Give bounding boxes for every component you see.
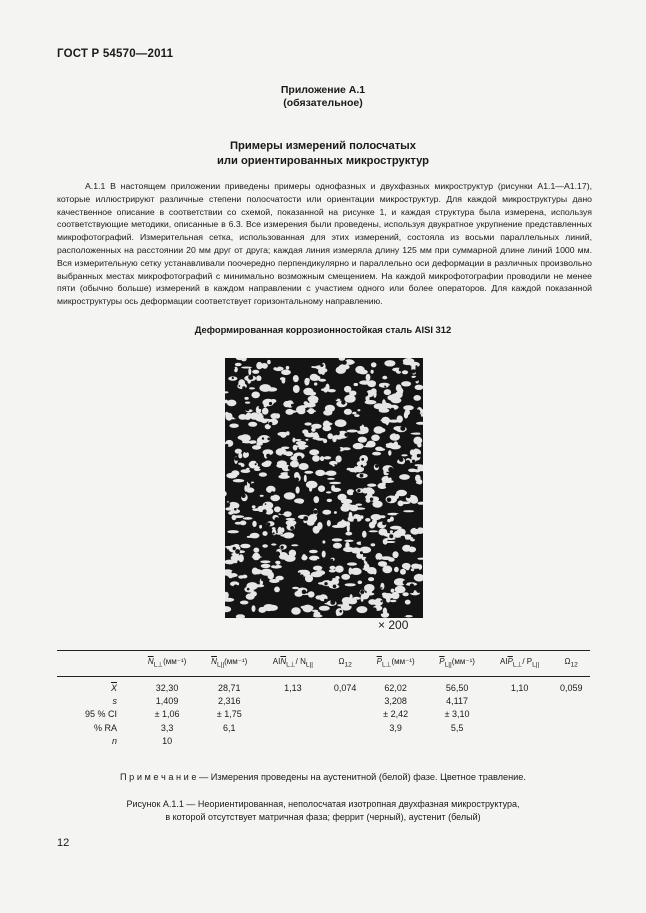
body-paragraph: А.1.1 В настоящем приложении приведены примеры однофазных и двухфазных микроструктур (рисунки А1.1—А1.17), которые иллюстрируют различные степени полосчатости или ориентации микроструктур. Для каждой микроструктуры дано качественное описание в соответствии со схемой, показанной на рисунке 1, и каждая структура была измерена, используя соответствующие методики, описанные в 6.3. Все измерения были проведены, используя двукратное укрупнение представленных микрофотографий. Измерительная сетка, использованная для этих измерений, состояла из восьми параллельных линий, расположенных на расстоянии 20 мм друг от друга; каждая линия измеряла длину 125 мм при суммарной длине линий 1000 мм. Вся измерительную сетку устанавливали поочередно перпендикулярно и параллельно оси деформации в различных произвольно выбранных местах микрофотографий с минимально возможным смещением. На каждой микрофотографии проводили не менее пяти (обычно больше) измерений в каждом направлении с участием одного или более операторов. Для каждой показанной микроструктуры ось деформации соответствует горизонтальному направлению. xyxy=(57,181,592,307)
header-part: L⊥ xyxy=(512,661,523,669)
header-part: AI xyxy=(499,657,508,667)
header-part: L⊥ xyxy=(153,661,164,669)
table-cell: 3,9 xyxy=(389,722,402,733)
header-part: / P xyxy=(522,657,533,667)
header-part: $\overline{P}$ xyxy=(376,657,382,667)
table-cell xyxy=(552,721,590,734)
table-cell: 4,117 xyxy=(446,696,469,707)
header-part: $\overline{N}$ xyxy=(211,657,217,667)
measurement-table xyxy=(57,651,590,748)
table-header-row xyxy=(57,651,590,675)
table-cell: 28,71 xyxy=(217,682,241,693)
table-cell: 5,5 xyxy=(450,722,464,733)
table-cell: 1,13 xyxy=(284,682,302,693)
table-row xyxy=(57,708,590,721)
table-header-cell xyxy=(552,651,590,675)
header-part: L|| xyxy=(532,661,540,669)
table-header-cell xyxy=(259,651,326,675)
header-part: L|| xyxy=(305,661,314,669)
table-cell xyxy=(326,721,364,734)
header-part: L⊥ xyxy=(286,661,296,669)
row-label: $\overline{X}$ xyxy=(110,682,117,693)
section-title-line1: Примеры измерений полосчатых xyxy=(230,140,416,152)
table-header-cell xyxy=(135,651,199,675)
table-cell xyxy=(259,694,326,707)
table-row xyxy=(57,735,590,748)
header-part: L⊥ xyxy=(381,661,392,669)
header-part: 12 xyxy=(570,661,578,669)
table-cell: 10 xyxy=(162,736,173,747)
table-cell: 56,50 xyxy=(445,682,469,693)
table-header-cell xyxy=(364,651,427,675)
table-cell: 0,074 xyxy=(333,682,357,693)
table-cell: ± 3,10 xyxy=(444,709,470,720)
table-cell xyxy=(552,735,590,748)
table-cell: 3,208 xyxy=(384,696,407,707)
header-part: $\overline{P}$ xyxy=(507,657,513,667)
table-header-cell xyxy=(199,651,259,675)
header-part: (мм⁻¹) xyxy=(163,657,187,667)
header-part: 12 xyxy=(344,661,352,669)
magnification-label: × 200 xyxy=(378,618,409,632)
figure-note: П р и м е ч а н и е — Измерения проведены на аустенитной (белой) фазе. Цветное травление. xyxy=(120,772,526,782)
table-cell xyxy=(364,735,427,748)
table-cell xyxy=(259,721,326,734)
header-part: (мм⁻¹) xyxy=(391,657,415,667)
table-cell: 3,3 xyxy=(160,722,174,733)
table-body xyxy=(57,675,590,748)
table-row xyxy=(57,721,590,734)
row-label: 95 % CI xyxy=(84,709,117,720)
table-cell xyxy=(487,721,553,734)
table-cell xyxy=(487,708,553,721)
header-part: (мм⁻¹) xyxy=(451,657,475,667)
table-cell: 6,1 xyxy=(223,722,236,733)
section-title-line2: или ориентированных микроструктур xyxy=(216,155,430,167)
section-title xyxy=(0,139,646,169)
micrograph-image xyxy=(225,358,423,618)
micrograph-texture xyxy=(225,358,423,618)
table-row xyxy=(57,675,590,694)
table-cell: ± 1,06 xyxy=(154,709,180,720)
table-cell: ± 1,75 xyxy=(216,709,242,720)
document-code: ГОСТ Р 54570—2011 xyxy=(57,48,174,60)
table-row xyxy=(57,694,590,707)
header-part: Ω xyxy=(338,657,345,667)
table-header-corner xyxy=(57,651,135,675)
table-cell xyxy=(259,735,326,748)
table-cell xyxy=(326,694,364,707)
figure-caption-line2: в которой отсутствует матричная фаза; феррит (черный), аустенит (белый) xyxy=(165,811,481,822)
header-part: (мм⁻¹) xyxy=(224,657,248,667)
table-cell: 0,059 xyxy=(559,682,583,693)
figure-caption xyxy=(0,798,646,823)
table-cell xyxy=(427,735,487,748)
table-cell: 1,10 xyxy=(510,682,529,693)
table-cell xyxy=(326,708,364,721)
header-part: / N xyxy=(295,657,306,667)
row-label: n xyxy=(111,736,117,747)
header-part: L|| xyxy=(216,661,225,669)
header-part: Ω xyxy=(564,657,571,667)
header-part: $\overline{N}$ xyxy=(147,657,154,667)
figure-caption-line1: Рисунок А.1.1 — Неориентированная, неполосчатая изотропная двухфазная микроструктура, xyxy=(126,799,520,809)
table-cell: 1,409 xyxy=(155,696,179,707)
table-header-cell xyxy=(487,651,553,675)
table-header-cell xyxy=(427,651,487,675)
row-label: % RA xyxy=(93,722,117,733)
table-cell xyxy=(259,708,326,721)
annex-title: Приложение А.1 xyxy=(280,84,366,96)
table-cell: 62,02 xyxy=(384,682,407,693)
table-cell xyxy=(326,735,364,748)
header-part: $\overline{P}$ xyxy=(439,657,445,667)
table-cell: 32,30 xyxy=(155,682,179,693)
header-part: AI xyxy=(272,657,281,667)
figure-subtitle: Деформированная коррозионностойкая сталь AISI 312 xyxy=(194,324,452,335)
table-cell xyxy=(487,694,553,707)
table-cell xyxy=(552,694,590,707)
row-label: s xyxy=(112,696,117,707)
header-part: L|| xyxy=(444,661,452,669)
table-cell xyxy=(199,735,259,748)
annex-status: (обязательное) xyxy=(283,97,363,109)
page-number: 12 xyxy=(57,837,70,849)
table-cell: 2,316 xyxy=(217,696,241,707)
header-part: $\overline{N}$ xyxy=(280,657,287,667)
table-cell: ± 2,42 xyxy=(383,709,409,720)
table-cell xyxy=(487,735,553,748)
annex-heading xyxy=(0,84,646,110)
table-header-cell xyxy=(326,651,364,675)
table-cell xyxy=(552,708,590,721)
